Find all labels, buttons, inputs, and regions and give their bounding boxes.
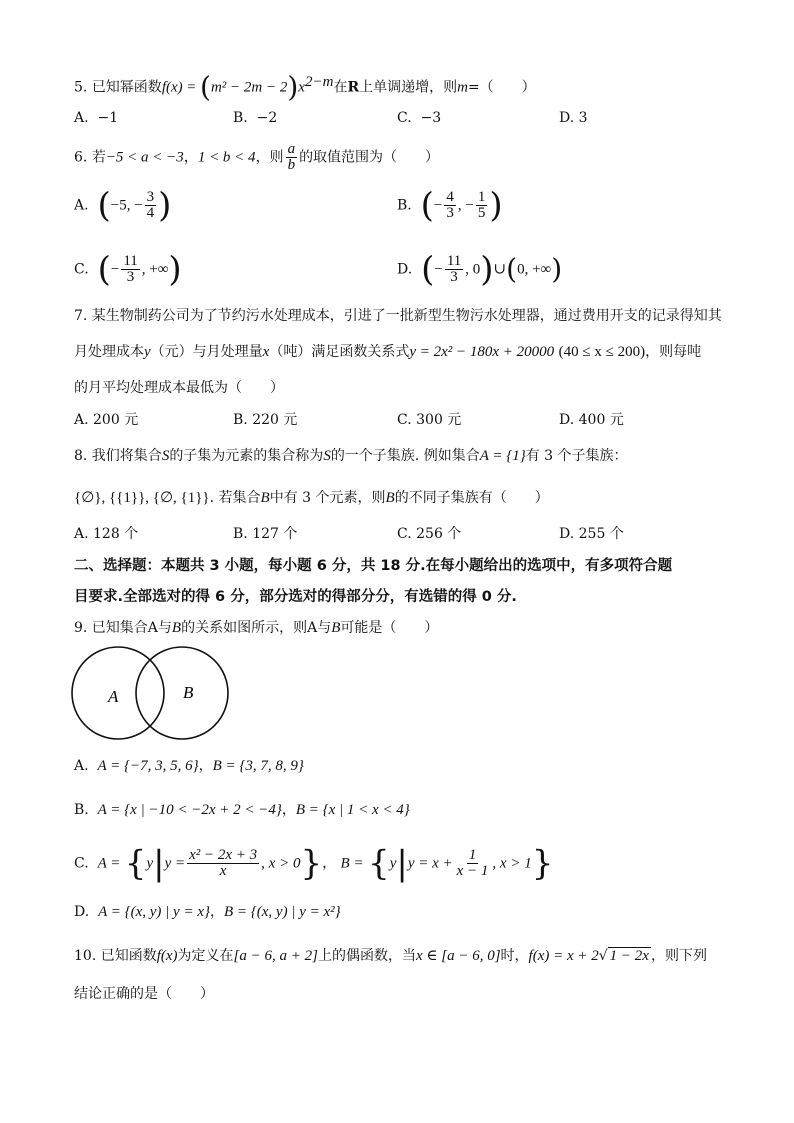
q8-option-b: B. 127 个 [233,526,298,542]
question-8-line-1: 8. 我们将集合S的子集为元素的集合称为S的一个子集族. 例如集合A = {1}有 3 个子集族： [74,448,628,464]
q7-option-a: A. 200 元 [74,412,139,428]
q9-option-d: D. A = {(x, y) | y = x}，B = {(x, y) | y = x²} [74,904,341,920]
q8-option-a: A. 128 个 [74,526,139,542]
q8-option-d: D. 255 个 [559,526,624,542]
venn-label-a: A [108,687,119,706]
q6-option-d: D. (− $\frac{11}{3}$ , 0)∪(0, +∞) [397,249,563,290]
venn-diagram [70,645,234,745]
q5-option-b: B. −2 [233,110,278,126]
question-8-line-2: {∅}, {{1}}, {∅, {1}}. 若集合B中有 3 个元素，则B的不同子集族有（ ） [74,490,549,506]
question-10-line-2: 结论正确的是（ ） [74,986,214,1002]
q9-option-b: B. A = {x | −10 < −2x + 2 < −4}，B = {x | 1 < x < 4} [74,802,410,818]
venn-label-b: B [183,683,194,702]
question-7-line-2: 月处理成本y（元）与月处理量x（吨）满足函数关系式y = 2x² − 180x + 20000 (40 ≤ x ≤ 200)，则每吨 [74,344,702,360]
q5-option-d: D. 3 [559,110,588,126]
q5-option-c: C. −3 [397,110,442,126]
q7-option-d: D. 400 元 [559,412,624,428]
q8-option-c: C. 256 个 [397,526,462,542]
question-10-line-1: 10. 已知函数f(x)为定义在[a − 6, a + 2]上的偶函数，当x ∈ [a − 6, 0]时，f(x) = x + 2√ 1 − 2x ，则下列 [74,948,707,964]
question-9: 9. 已知集合A与B的关系如图所示，则A与B可能是（ ） [74,620,439,636]
q7-option-c: C. 300 元 [397,412,462,428]
question-7-line-3: 的月平均处理成本最低为（ ） [74,380,284,396]
section-2-heading-line-1: 二、选择题：本题共 3 小题，每小题 6 分，共 18 分.在每小题给出的选项中，有多项符合题 [74,558,673,574]
q5-option-a: A. −1 [74,110,119,126]
q7-option-b: B. 220 元 [233,412,298,428]
section-2-heading-line-2: 目要求.全部选对的得 6 分，部分选对的得部分分，有选错的得 0 分. [74,589,517,605]
q9-option-a: A. A = {−7, 3, 5, 6}，B = {3, 7, 8, 9} [74,758,304,774]
question-6: 6. 若−5 < a < −3，1 < b < 4，则 $\frac{a}{b}$ 的取值范围为（ ） [74,141,440,173]
question-5: 5. 已知幂函数$f(x) = (m^2 - 2m - 2)x^{2-m}$在R上单调递增，则m=（ ） [74,70,536,104]
venn-circle-b [136,647,228,739]
q6-option-b: B. (− $\frac{4}{3}$ , − $\frac{1}{5}$ ) [397,185,503,226]
q9-option-c: C. A = {y|y = $\frac{\text{x² − 2x + 3}}{x}$ , x > 0}， B = {y|y = x + $\frac{1}{x - 1}$ , x > 1} [74,843,554,884]
question-7-line-1: 7. 某生物制药公司为了节约污水处理成本，引进了一批新型生物污水处理器，通过费用开支的记录得知其 [74,308,722,324]
q6-option-c: C. (− $\frac{11}{3}$ , +∞) [74,249,182,290]
q6-option-a: A. (−5, − $\frac{3}{4}$ ) [74,185,172,226]
